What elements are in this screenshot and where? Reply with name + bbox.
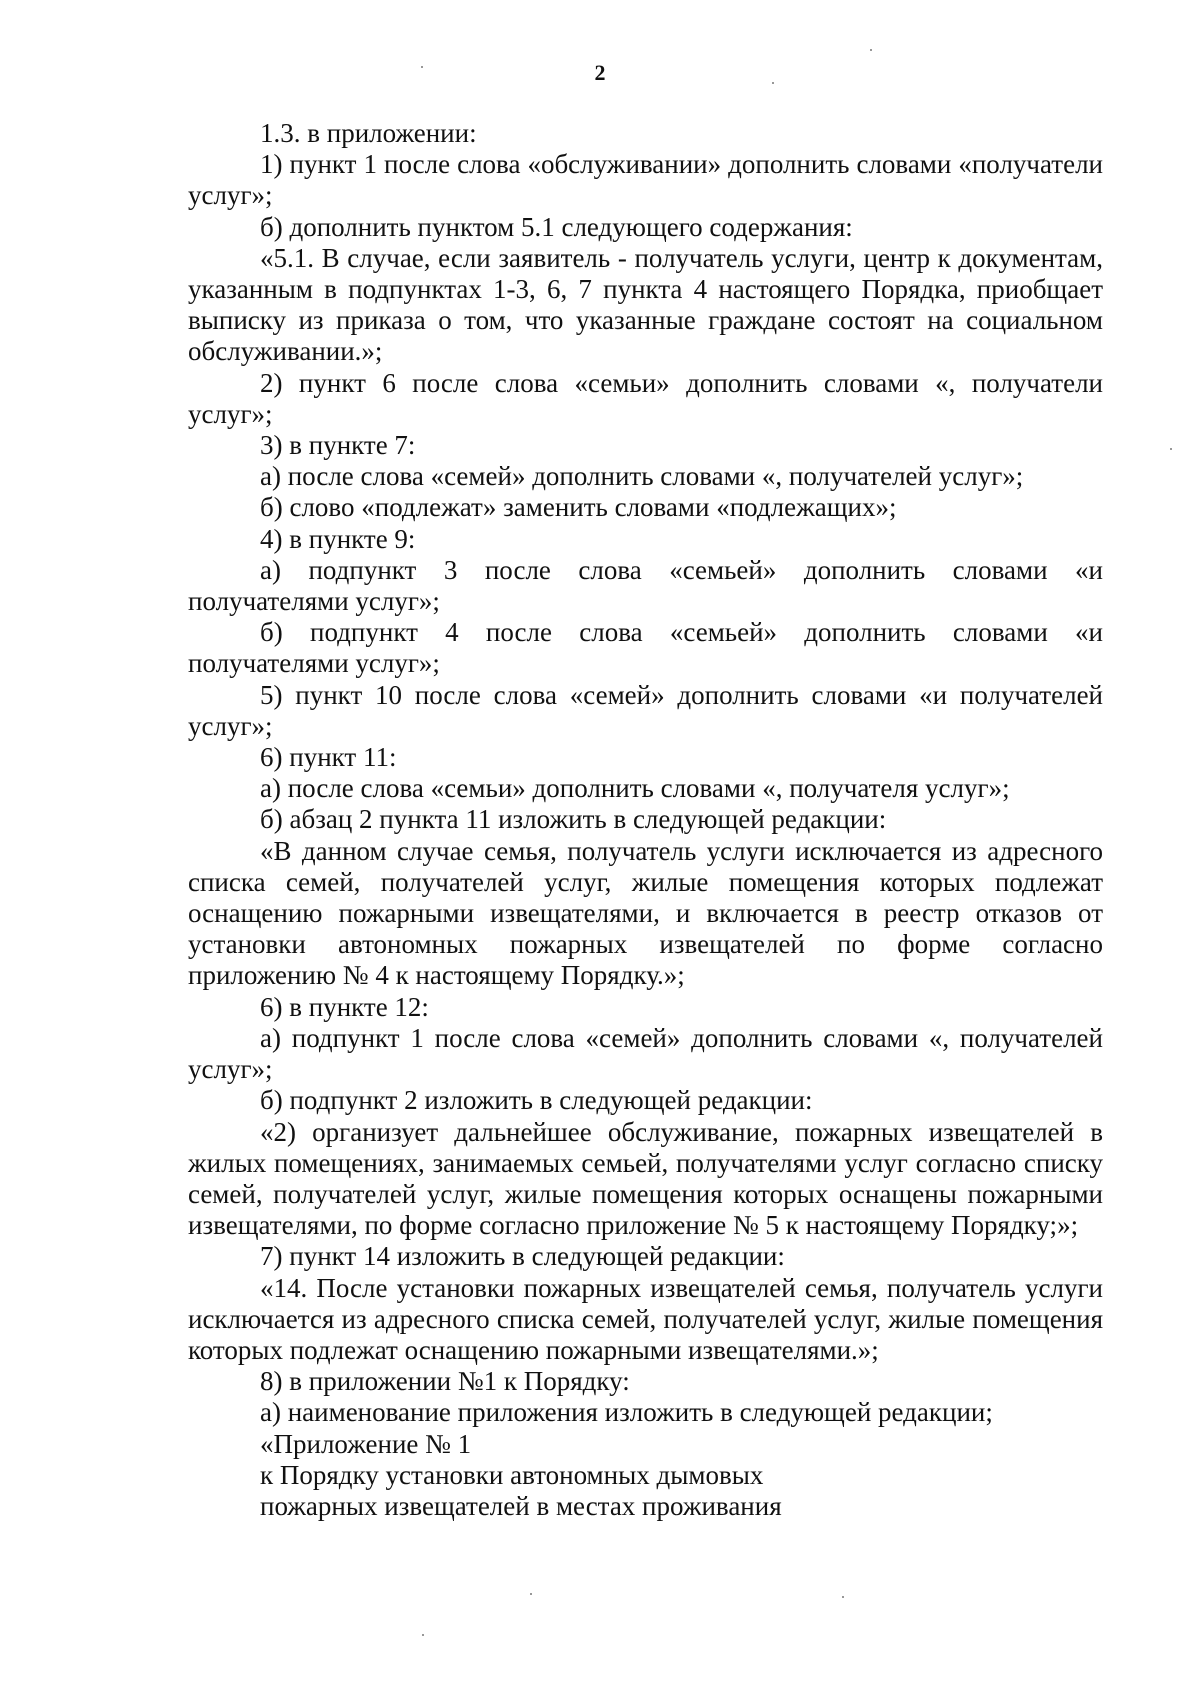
paragraph: 1) пункт 1 после слова «обслуживании» дополнить словами «получатели услуг»; <box>188 149 1103 211</box>
paragraph: 4) в пункте 9: <box>260 523 416 554</box>
paragraph: а) после слова «семьи» дополнить словами «, получателя услуг»; <box>260 773 1010 804</box>
page-number: 2 <box>594 60 606 85</box>
paragraph: а) подпункт 1 после слова «семей» дополнить словами «, получателей услуг»; <box>188 1022 1103 1085</box>
paragraph: 3) в пункте 7: <box>260 430 416 461</box>
paragraph: б) абзац 2 пункта 11 изложить в следующей редакции: <box>260 804 887 835</box>
paragraph: к Порядку установки автономных дымовых <box>260 1459 764 1490</box>
paragraph: 8) в приложении №1 к Порядку: <box>260 1366 630 1397</box>
scan-speck <box>530 1593 532 1595</box>
paragraph: «14. После установки пожарных извещателей семья, получатель услуги исключается из адресного списка семей, получателей услуг, жилые помещения которых подлежат оснащению пожарными извещателями.»; <box>188 1272 1103 1365</box>
paragraph: а) подпункт 3 после слова «семьей» дополнить словами «и получателями услуг»; <box>188 554 1103 617</box>
document-body <box>188 118 1103 1522</box>
paragraph: а) после слова «семей» дополнить словами «, получателей услуг»; <box>260 461 1024 492</box>
paragraph: «5.1. В случае, если заявитель - получатель услуги, центр к документам, указанным в подпунктах 1-3, 6, 7 пункта 4 настоящего Порядка, приобщает выписку из приказа о том, что указанные граждане состоят на социальном обслуживании.»; <box>188 242 1103 367</box>
paragraph: 1.3. в приложении: <box>260 118 477 148</box>
scan-speck <box>870 49 872 51</box>
paragraph: б) слово «подлежат» заменить словами «подлежащих»; <box>260 492 897 523</box>
paragraph: «2) организует дальнейшее обслуживание, пожарных извещателей в жилых помещениях, занимаемых семьей, получателями услуг согласно списку семей, получателей услуг, жилые помещения которых оснащены пожарными извещателями, по форме согласно приложение № 5 к настоящему Порядку;»; <box>188 1116 1103 1241</box>
paragraph: б) подпункт 4 после слова «семьей» дополнить словами «и получателями услуг»; <box>188 617 1103 679</box>
paragraph: 6) в пункте 12: <box>260 991 429 1022</box>
scan-speck <box>422 1634 424 1636</box>
paragraph: 7) пункт 14 изложить в следующей редакции: <box>260 1241 785 1272</box>
paragraph: «Приложение № 1 <box>260 1428 472 1459</box>
paragraph: 6) пункт 11: <box>260 742 397 773</box>
paragraph: а) наименование приложения изложить в следующей редакции; <box>260 1397 993 1428</box>
paragraph: «В данном случае семья, получатель услуги исключается из адресного списка семей, получателей услуг, жилые помещения которых подлежат оснащению пожарными извещателями, и включается в реестр отказов от установки автономных пожарных извещателей по форме согласно приложению № 4 к настоящему Порядку.»; <box>188 835 1103 991</box>
scan-speck <box>842 1596 844 1598</box>
paragraph: пожарных извещателей в местах проживания <box>260 1490 782 1521</box>
scan-speck <box>1170 448 1172 450</box>
scan-speck <box>772 82 774 84</box>
paragraph: 2) пункт 6 после слова «семьи» дополнить словами «, получатели услуг»; <box>188 367 1103 429</box>
paragraph: 5) пункт 10 после слова «семей» дополнить словами «и получателей услуг»; <box>188 679 1103 741</box>
paragraph: б) дополнить пунктом 5.1 следующего содержания: <box>260 211 853 242</box>
scan-speck <box>421 66 423 68</box>
paragraph: б) подпункт 2 изложить в следующей редакции: <box>260 1085 813 1116</box>
